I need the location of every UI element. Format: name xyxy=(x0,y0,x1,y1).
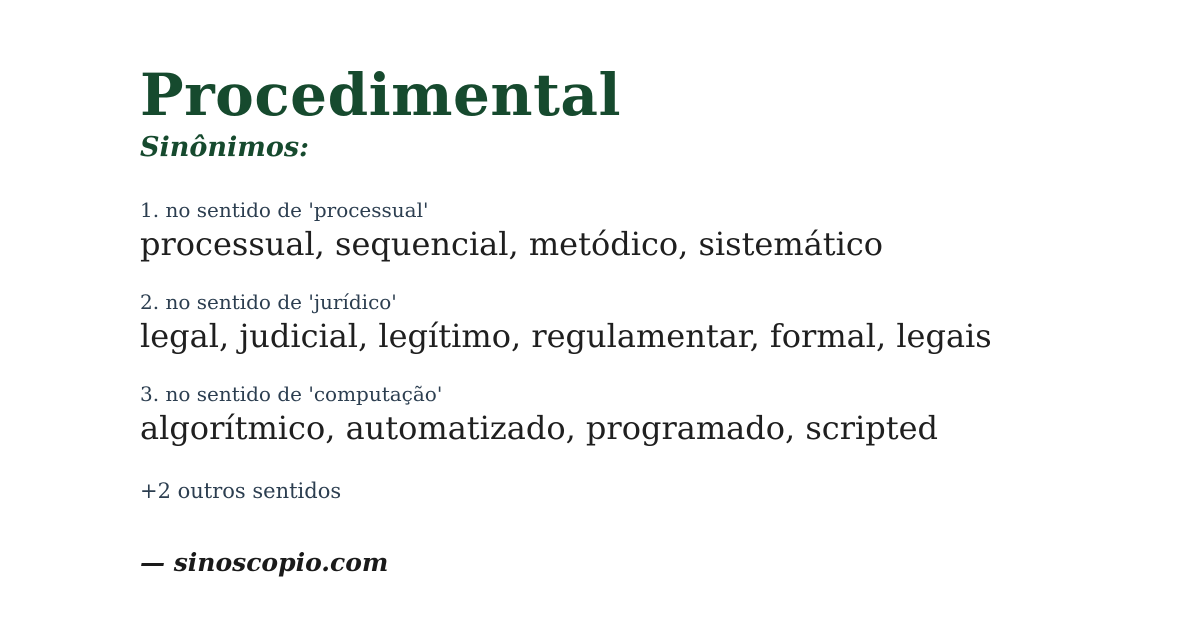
sense-label: 1. no sentido de 'processual' xyxy=(140,198,429,222)
sense-synonyms: algorítmico, automatizado, programado, scripted xyxy=(140,409,938,447)
sense-label: 3. no sentido de 'computação' xyxy=(140,382,443,406)
attribution: — sinoscopio.com xyxy=(140,548,389,577)
sense-block-3 xyxy=(140,382,1140,448)
sense-synonyms: processual, sequencial, metódico, sistemático xyxy=(140,225,884,263)
page-title: Procedimental xyxy=(140,61,622,129)
sense-block-2 xyxy=(140,290,1140,356)
more-senses-note: +2 outros sentidos xyxy=(140,479,342,503)
sense-block-1 xyxy=(140,198,1140,264)
synonyms-heading: Sinônimos: xyxy=(140,132,310,163)
sense-label: 2. no sentido de 'jurídico' xyxy=(140,290,397,314)
sense-synonyms: legal, judicial, legítimo, regulamentar, formal, legais xyxy=(140,317,992,355)
